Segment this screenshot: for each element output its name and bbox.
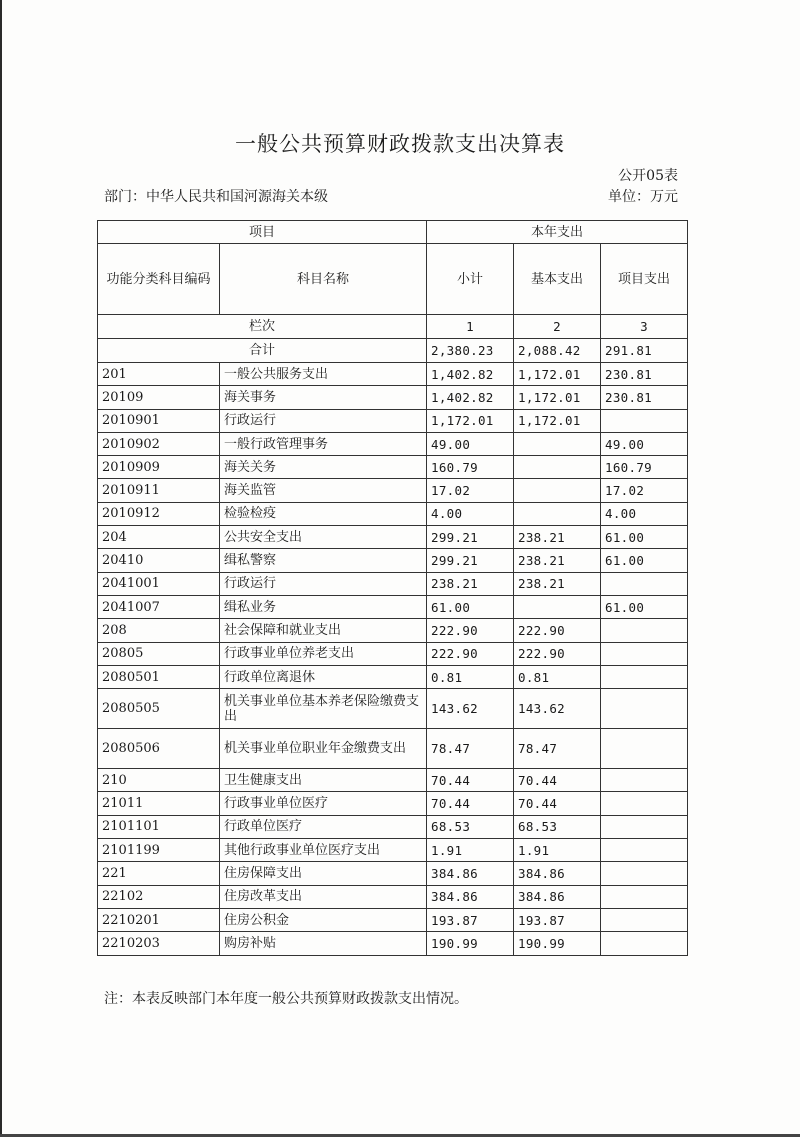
page-edge <box>0 0 2 1137</box>
row-basic: 1.91 <box>514 839 601 862</box>
row-project <box>601 409 688 432</box>
row-code: 2101199 <box>98 839 220 862</box>
row-subtotal: 4.00 <box>427 502 514 525</box>
row-basic: 238.21 <box>514 549 601 572</box>
table-row <box>98 908 688 931</box>
expenditure-table <box>97 220 688 956</box>
row-code: 2080501 <box>98 665 220 688</box>
header-col-3: 3 <box>601 315 688 339</box>
row-basic: 1,172.01 <box>514 409 601 432</box>
row-project <box>601 572 688 595</box>
row-code: 221 <box>98 862 220 885</box>
row-basic: 238.21 <box>514 572 601 595</box>
table-row <box>98 689 688 729</box>
footnote: 注：本表反映部门本年度一般公共预算财政拨款支出情况。 <box>104 991 468 1007</box>
total-project: 291.81 <box>601 339 688 363</box>
table-row <box>98 386 688 409</box>
table-row <box>98 792 688 815</box>
row-subject-name: 海关监管 <box>220 479 427 502</box>
row-code: 2010902 <box>98 432 220 455</box>
table-row <box>98 595 688 618</box>
row-code: 2010911 <box>98 479 220 502</box>
table-row <box>98 572 688 595</box>
table-row <box>98 885 688 908</box>
row-subtotal: 0.81 <box>427 665 514 688</box>
row-basic: 222.90 <box>514 619 601 642</box>
row-code: 20109 <box>98 386 220 409</box>
row-subtotal: 49.00 <box>427 432 514 455</box>
row-project <box>601 932 688 955</box>
row-subject-name: 行政运行 <box>220 572 427 595</box>
row-basic <box>514 479 601 502</box>
header-column-order: 栏次 <box>98 315 427 339</box>
row-project: 61.00 <box>601 595 688 618</box>
row-subtotal: 384.86 <box>427 862 514 885</box>
row-basic <box>514 456 601 479</box>
row-subject-name: 住房改革支出 <box>220 885 427 908</box>
table-row <box>98 456 688 479</box>
row-subject-name: 缉私业务 <box>220 595 427 618</box>
row-code: 2101101 <box>98 815 220 838</box>
row-subject-name: 机关事业单位基本养老保险缴费支出 <box>220 689 427 729</box>
header-func-code: 功能分类科目编码 <box>98 244 220 315</box>
row-subtotal: 193.87 <box>427 908 514 931</box>
form-code: 公开05表 <box>618 168 678 184</box>
header-subtotal: 小计 <box>427 244 514 315</box>
row-code: 2010912 <box>98 502 220 525</box>
table-row <box>98 839 688 862</box>
row-subject-name: 公共安全支出 <box>220 526 427 549</box>
row-subject-name: 机关事业单位职业年金缴费支出 <box>220 729 427 769</box>
row-code: 2010901 <box>98 409 220 432</box>
row-project <box>601 815 688 838</box>
row-subtotal: 384.86 <box>427 885 514 908</box>
row-subtotal: 1,172.01 <box>427 409 514 432</box>
row-project: 4.00 <box>601 502 688 525</box>
row-subject-name: 其他行政事业单位医疗支出 <box>220 839 427 862</box>
table-row <box>98 502 688 525</box>
header-basic: 基本支出 <box>514 244 601 315</box>
row-subject-name: 行政单位医疗 <box>220 815 427 838</box>
row-code: 20410 <box>98 549 220 572</box>
row-subject-name: 行政事业单位养老支出 <box>220 642 427 665</box>
row-basic <box>514 595 601 618</box>
total-basic: 2,088.42 <box>514 339 601 363</box>
table-row <box>98 862 688 885</box>
row-subtotal: 222.90 <box>427 642 514 665</box>
row-basic: 70.44 <box>514 769 601 792</box>
row-code: 210 <box>98 769 220 792</box>
row-project: 61.00 <box>601 526 688 549</box>
row-code: 20805 <box>98 642 220 665</box>
row-project <box>601 642 688 665</box>
row-basic: 1,172.01 <box>514 386 601 409</box>
row-subtotal: 190.99 <box>427 932 514 955</box>
row-project: 230.81 <box>601 363 688 386</box>
row-subtotal: 17.02 <box>427 479 514 502</box>
row-project <box>601 839 688 862</box>
table-row <box>98 549 688 572</box>
header-col-1: 1 <box>427 315 514 339</box>
row-basic: 68.53 <box>514 815 601 838</box>
row-subtotal: 238.21 <box>427 572 514 595</box>
row-subtotal: 78.47 <box>427 729 514 769</box>
header-current-year: 本年支出 <box>427 221 688 244</box>
table-row <box>98 526 688 549</box>
department-label: 部门：中华人民共和国河源海关本级 <box>104 189 328 205</box>
row-project <box>601 908 688 931</box>
row-subject-name: 卫生健康支出 <box>220 769 427 792</box>
table-row <box>98 432 688 455</box>
row-code: 2041007 <box>98 595 220 618</box>
row-subtotal: 1.91 <box>427 839 514 862</box>
table-row <box>98 932 688 955</box>
row-subject-name: 住房保障支出 <box>220 862 427 885</box>
row-basic: 193.87 <box>514 908 601 931</box>
row-project <box>601 792 688 815</box>
row-project <box>601 665 688 688</box>
row-code: 2080505 <box>98 689 220 729</box>
table-row <box>98 729 688 769</box>
row-basic: 78.47 <box>514 729 601 769</box>
row-subject-name: 一般公共服务支出 <box>220 363 427 386</box>
row-subject-name: 购房补贴 <box>220 932 427 955</box>
row-basic: 238.21 <box>514 526 601 549</box>
row-code: 2010909 <box>98 456 220 479</box>
table-row <box>98 363 688 386</box>
row-code: 2080506 <box>98 729 220 769</box>
row-code: 2210203 <box>98 932 220 955</box>
row-project: 160.79 <box>601 456 688 479</box>
row-subject-name: 社会保障和就业支出 <box>220 619 427 642</box>
table-row <box>98 665 688 688</box>
row-subject-name: 行政事业单位医疗 <box>220 792 427 815</box>
row-project <box>601 862 688 885</box>
unit-label: 单位：万元 <box>608 189 678 205</box>
row-subtotal: 61.00 <box>427 595 514 618</box>
row-subtotal: 143.62 <box>427 689 514 729</box>
row-basic: 143.62 <box>514 689 601 729</box>
row-code: 22102 <box>98 885 220 908</box>
row-basic: 0.81 <box>514 665 601 688</box>
row-basic <box>514 432 601 455</box>
row-subtotal: 160.79 <box>427 456 514 479</box>
row-basic <box>514 502 601 525</box>
document-title: 一般公共预算财政拨款支出决算表 <box>235 132 565 156</box>
row-subtotal: 222.90 <box>427 619 514 642</box>
row-project <box>601 885 688 908</box>
row-project: 17.02 <box>601 479 688 502</box>
table-row <box>98 815 688 838</box>
header-subject-name: 科目名称 <box>220 244 427 315</box>
row-subject-name: 一般行政管理事务 <box>220 432 427 455</box>
row-code: 21011 <box>98 792 220 815</box>
row-subtotal: 68.53 <box>427 815 514 838</box>
row-subject-name: 检验检疫 <box>220 502 427 525</box>
row-subtotal: 70.44 <box>427 769 514 792</box>
header-project: 项目支出 <box>601 244 688 315</box>
table-row <box>98 642 688 665</box>
table-row <box>98 619 688 642</box>
row-subtotal: 299.21 <box>427 549 514 572</box>
table-row <box>98 409 688 432</box>
row-subtotal: 1,402.82 <box>427 386 514 409</box>
header-col-2: 2 <box>514 315 601 339</box>
row-subtotal: 1,402.82 <box>427 363 514 386</box>
table-row <box>98 479 688 502</box>
header-item: 项目 <box>98 221 427 244</box>
row-subject-name: 行政运行 <box>220 409 427 432</box>
total-label: 合计 <box>98 339 427 363</box>
row-subtotal: 299.21 <box>427 526 514 549</box>
row-code: 208 <box>98 619 220 642</box>
row-basic: 1,172.01 <box>514 363 601 386</box>
row-basic: 70.44 <box>514 792 601 815</box>
total-subtotal: 2,380.23 <box>427 339 514 363</box>
row-basic: 222.90 <box>514 642 601 665</box>
row-code: 2210201 <box>98 908 220 931</box>
row-subject-name: 住房公积金 <box>220 908 427 931</box>
row-code: 2041001 <box>98 572 220 595</box>
row-subject-name: 缉私警察 <box>220 549 427 572</box>
row-project: 230.81 <box>601 386 688 409</box>
row-subject-name: 行政单位离退休 <box>220 665 427 688</box>
row-project <box>601 729 688 769</box>
row-project <box>601 689 688 729</box>
row-project <box>601 769 688 792</box>
table-row <box>98 769 688 792</box>
row-basic: 384.86 <box>514 862 601 885</box>
row-basic: 190.99 <box>514 932 601 955</box>
row-subject-name: 海关关务 <box>220 456 427 479</box>
row-project <box>601 619 688 642</box>
row-code: 201 <box>98 363 220 386</box>
row-project: 49.00 <box>601 432 688 455</box>
row-subtotal: 70.44 <box>427 792 514 815</box>
row-basic: 384.86 <box>514 885 601 908</box>
row-project: 61.00 <box>601 549 688 572</box>
row-code: 204 <box>98 526 220 549</box>
row-subject-name: 海关事务 <box>220 386 427 409</box>
